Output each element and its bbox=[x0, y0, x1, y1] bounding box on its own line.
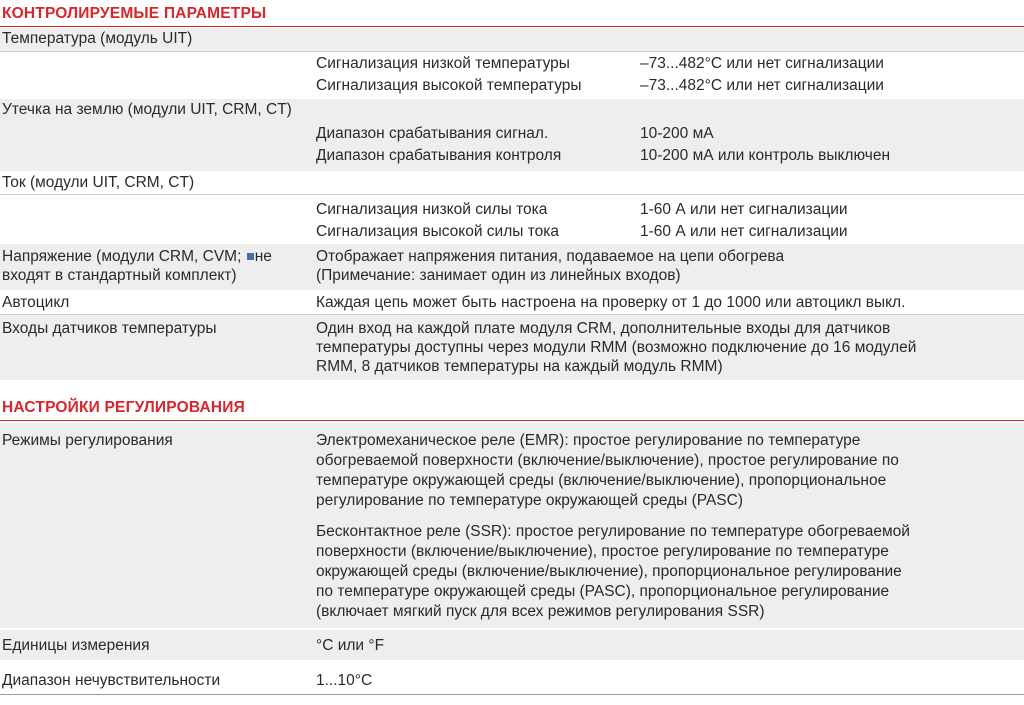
row-current-values bbox=[0, 195, 1024, 243]
param-value: 1-60 А или нет сигнализации bbox=[640, 201, 848, 218]
param-value: –73...482°C или нет сигнализации bbox=[640, 55, 884, 72]
param-label: Единицы измерения bbox=[2, 637, 150, 654]
section-title-text: КОНТРОЛИРУЕМЫЕ ПАРАМЕТРЫ bbox=[2, 5, 267, 22]
label-part: не bbox=[254, 248, 272, 265]
row-units bbox=[0, 630, 1024, 660]
param-desc: Каждая цепь может быть настроена на проверку от 1 до 1000 или автоцикл выкл. bbox=[316, 294, 906, 311]
row-ground-leak bbox=[0, 99, 1024, 171]
param-label: Входы датчиков температуры bbox=[2, 320, 217, 337]
desc-line: регулирование по температуре окружающей среды (PASC) bbox=[316, 492, 743, 509]
param-name: Сигнализация высокой силы тока bbox=[316, 223, 559, 240]
row-control-modes bbox=[0, 423, 1024, 628]
param-value: °C или °F bbox=[316, 637, 385, 654]
row-voltage bbox=[0, 244, 1024, 290]
row-temperature-values bbox=[0, 52, 1024, 98]
param-label-line2: входят в стандартный комплект) bbox=[2, 267, 237, 284]
row-autocycle bbox=[0, 291, 1024, 315]
desc-line: Электромеханическое реле (EMR): простое регулирование по температуре bbox=[316, 432, 861, 449]
param-value: –73...482°C или нет сигнализации bbox=[640, 77, 884, 94]
param-value: 1-60 А или нет сигнализации bbox=[640, 223, 848, 240]
param-value: 10-200 мА или контроль выключен bbox=[640, 147, 891, 164]
desc-line: Бесконтактное реле (SSR): простое регулирование по температуре обогреваемой bbox=[316, 523, 910, 540]
section-title-control bbox=[0, 398, 1024, 421]
section-title-monitored bbox=[0, 4, 1024, 27]
param-value: 10-200 мА bbox=[640, 125, 714, 142]
param-label: Ток (модули UIT, CRM, CT) bbox=[2, 174, 195, 191]
param-desc: RMM, 8 датчиков температуры на каждый модуль RMM) bbox=[316, 358, 723, 375]
param-value: 1...10°C bbox=[316, 672, 373, 689]
param-name: Диапазон срабатывания контроля bbox=[316, 147, 562, 164]
ssr-description bbox=[316, 522, 1016, 622]
param-label: Диапазон нечувствительности bbox=[2, 672, 221, 689]
param-label: Температура (модуль UIT) bbox=[2, 30, 193, 47]
param-name: Сигнализация низкой температуры bbox=[316, 55, 570, 72]
param-label bbox=[2, 247, 272, 267]
row-temperature-label bbox=[0, 28, 1024, 52]
label-part: Напряжение (модули CRM, CVM; bbox=[2, 248, 242, 265]
desc-line: поверхности (включение/выключение), простое регулирование по температуре bbox=[316, 543, 889, 560]
param-label: Автоцикл bbox=[2, 294, 70, 311]
note-marker-icon bbox=[247, 253, 254, 260]
param-label: Режимы регулирования bbox=[2, 432, 173, 449]
desc-line: обогреваемой поверхности (включение/выключение), простое регулирование по bbox=[316, 452, 899, 469]
param-name: Сигнализация высокой температуры bbox=[316, 77, 582, 94]
param-name: Диапазон срабатывания сигнал. bbox=[316, 125, 549, 142]
section-title-text: НАСТРОЙКИ РЕГУЛИРОВАНИЯ bbox=[2, 399, 245, 416]
param-name: Сигнализация низкой силы тока bbox=[316, 201, 548, 218]
row-current-label bbox=[0, 172, 1024, 195]
row-deadband bbox=[0, 664, 1024, 695]
row-sensor-inputs bbox=[0, 315, 1024, 380]
param-desc: Один вход на каждой плате модуля CRM, дополнительные входы для датчиков bbox=[316, 320, 891, 337]
desc-line: окружающей среды (включение/выключение), пропорциональное регулирование bbox=[316, 563, 902, 580]
param-desc: Отображает напряжения питания, подаваемое на цепи обогрева bbox=[316, 248, 785, 265]
param-desc: (Примечание: занимает один из линейных входов) bbox=[316, 267, 681, 284]
emr-description bbox=[316, 431, 1016, 511]
desc-line: температуре окружающей среды (включение/выключение), пропорциональное bbox=[316, 472, 887, 489]
param-desc: температуры доступны через модули RMM (возможно подключение до 16 модулей bbox=[316, 339, 917, 356]
desc-line: по температуре окружающей среды (PASC), пропорциональное регулирование bbox=[316, 583, 890, 600]
param-label: Утечка на землю (модули UIT, CRM, CT) bbox=[2, 101, 292, 118]
desc-line: (включает мягкий пуск для всех режимов регулирования SSR) bbox=[316, 603, 765, 620]
